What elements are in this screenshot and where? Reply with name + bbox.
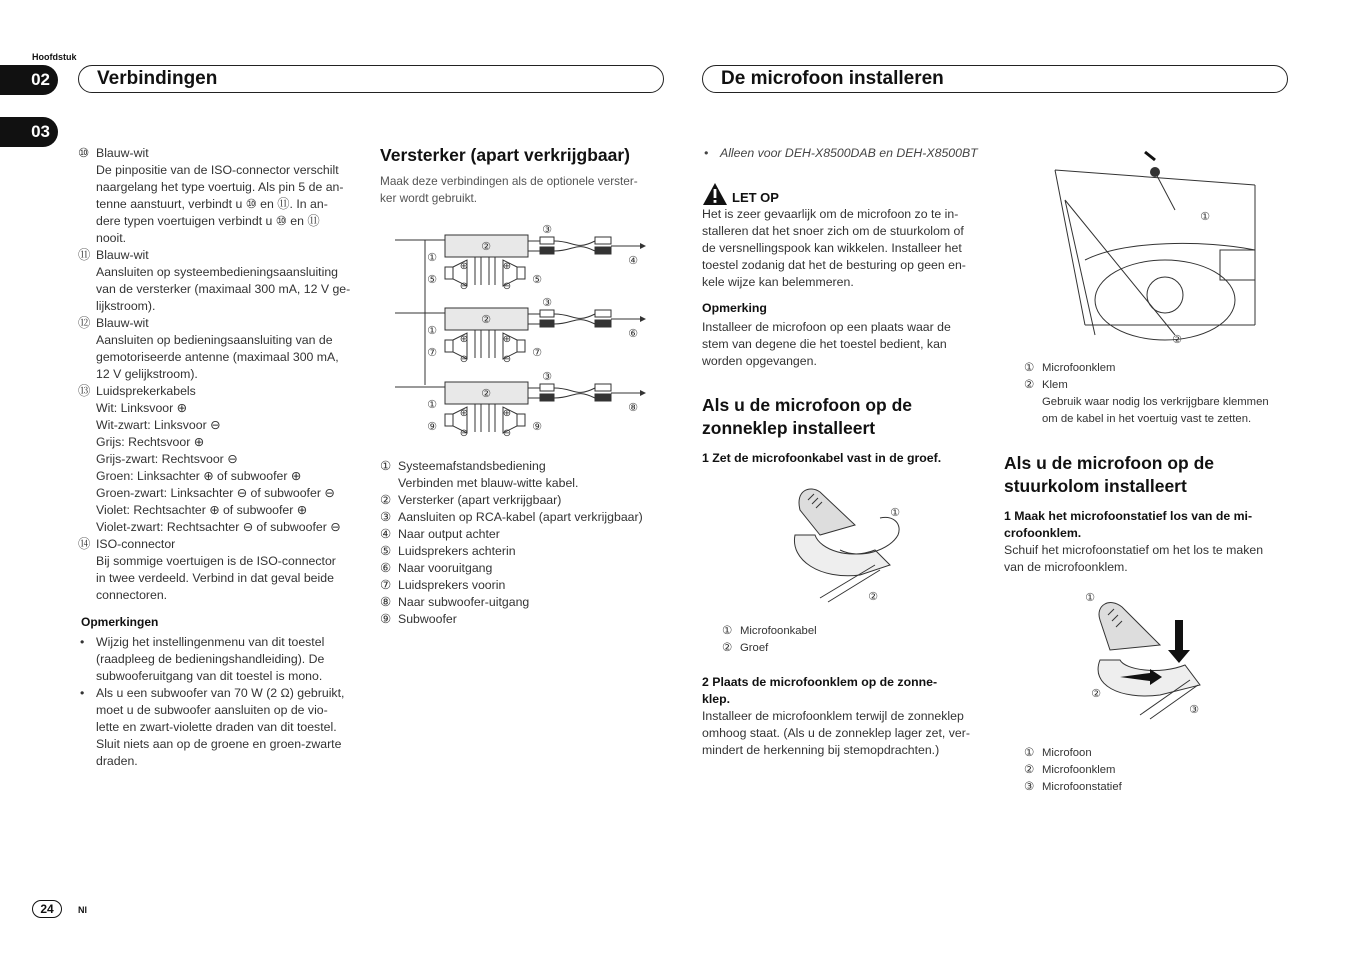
mic-cable-groove-figure: [780, 480, 910, 605]
amplifier-label: ②: [481, 387, 491, 400]
down-arrow: [1168, 620, 1190, 663]
amplifier-legend: [380, 458, 670, 628]
speaker-left-body: [445, 340, 453, 352]
legend-head: [380, 543, 670, 560]
sub-heading-line: Als u de microfoon op de: [702, 395, 913, 415]
text-line: van de versterker (maximaal 300 mA, 12 V ge-: [96, 282, 351, 296]
text-line: • Wijzig het instellingenmenu van dit toestel: [96, 635, 325, 649]
text-line: lette en zwart-violette draden van dit toestel.: [96, 720, 337, 734]
remote-label: ①: [427, 398, 437, 411]
rca-plug: [540, 247, 554, 254]
car-interior-figure: [1025, 140, 1265, 350]
minus-sign: ⊖: [459, 281, 469, 292]
amplifier-wiring-diagram: [395, 220, 655, 445]
legend-text: Microfoonstatief: [1042, 781, 1122, 793]
text-line: Groen: Linksachter ⊕ of subwoofer ⊕: [96, 469, 302, 483]
note-item: [78, 685, 368, 770]
language-code: Nl: [78, 905, 87, 915]
speaker-right-body: [517, 414, 525, 426]
rca-plug: [540, 320, 554, 327]
text-line: van de microfoonklem.: [1004, 560, 1128, 574]
chapter-tab-03[interactable]: 03: [0, 117, 58, 147]
legend-item: [380, 611, 670, 628]
legend-text: Microfoonklem: [1042, 764, 1116, 776]
rca-plug: [595, 320, 611, 327]
text-line: Wit: Linksvoor ⊕: [96, 401, 187, 415]
legend-item: [1024, 779, 1274, 796]
text-line: connectoren.: [96, 588, 168, 602]
speaker-wires: [475, 404, 495, 432]
legend-text: Groef: [740, 642, 769, 654]
rca-plug: [595, 237, 611, 244]
text-line: 12 V gelijkstroom).: [96, 367, 198, 381]
legend-text: Systeemafstandsbediening: [398, 459, 546, 473]
rca-wire: [528, 388, 540, 398]
legend-item: [1024, 745, 1274, 762]
text-line: naargelang het type voertuig. Als pin 5 de an-: [96, 180, 344, 194]
caution-title: LET OP: [732, 190, 779, 205]
legend-text: Naar subwoofer-uitgang: [398, 595, 530, 609]
remote-label: ①: [427, 324, 437, 337]
speaker-label: ⑦: [532, 346, 542, 359]
text-line: subwooferuitgang van dit toestel is mono.: [96, 669, 323, 683]
text-line: dere typen voertuigen verbindt u ⑩ en ⑪: [96, 214, 320, 228]
legend-head: [380, 594, 670, 611]
speaker-label: ⑤: [532, 273, 542, 286]
output-label: ④: [628, 254, 638, 267]
output-arrowhead: [640, 243, 646, 249]
wire-item-title: [78, 247, 368, 264]
speaker-wires: [475, 330, 495, 358]
rca-label: ③: [542, 296, 552, 309]
amplifier-intro: [380, 173, 670, 207]
text-line: Bij sommige voertuigen is de ISO-connector: [96, 554, 336, 568]
legend-number: ③: [1024, 781, 1035, 793]
plus-sign: ⊕: [459, 334, 469, 345]
label-one: ①: [1085, 591, 1095, 604]
amplifier-label: ②: [481, 313, 491, 326]
legend-item: [380, 492, 670, 509]
text-line: Aansluiten op systeembedieningsaansluiting: [96, 265, 338, 279]
speaker-wires: [475, 257, 495, 285]
clamp-legend: [1024, 360, 1294, 428]
microphone-body: [799, 489, 855, 535]
item-title: Blauw-wit: [96, 316, 149, 330]
wire-item: [78, 315, 368, 383]
legend-text: Subwoofer: [398, 612, 457, 626]
text-line: De pinpositie van de ISO-connector verschilt: [96, 163, 339, 177]
legend-head: [380, 560, 670, 577]
chapter-tab-02[interactable]: 02: [0, 65, 58, 95]
wire-item: [78, 145, 368, 247]
wire-item-body: [78, 162, 368, 247]
text-line: moet u de subwoofer aansluiten op de vio-: [96, 703, 328, 717]
item-title: Blauw-wit: [96, 248, 149, 262]
rca-plug: [595, 394, 611, 401]
column-2: [380, 144, 670, 207]
item-number: ⑩: [78, 146, 90, 160]
steering-wheel: [1095, 260, 1235, 340]
text-line: 1 Maak het microfoonstatief los van de mi-: [1004, 509, 1253, 523]
label-one: ①: [890, 506, 900, 519]
text-line: klep.: [702, 692, 731, 706]
mic-arrow: [1145, 152, 1155, 160]
remote-label: ①: [427, 251, 437, 264]
item-title: Luidsprekerkabels: [96, 384, 196, 398]
text-line: Installeer de microfoonklem terwijl de zonneklep: [702, 709, 964, 723]
section-title-right: De microfoon installeren: [702, 65, 1288, 93]
rca-plug: [595, 384, 611, 391]
legend-number: ②: [722, 642, 733, 654]
wire-item-body: [78, 400, 368, 536]
speaker-label: ⑨: [427, 420, 437, 433]
label-two: ②: [1172, 333, 1182, 346]
text-line: (raadpleeg de bedieningshandleiding). De: [96, 652, 325, 666]
speaker-right-body: [517, 267, 525, 279]
notes-list: [78, 634, 368, 770]
text-line: in twee verdeeld. Verbind in dat geval beide: [96, 571, 334, 585]
sun-visor-step-1: 1 Zet de microfoonkabel vast in de groef.: [702, 451, 942, 465]
text-line: 2 Plaats de microfoonklem op de zonne-: [702, 675, 938, 689]
section-title-left: Verbindingen: [78, 65, 664, 93]
text-line: Sluit niets aan op de groene en groen-zwarte: [96, 737, 342, 751]
speaker-left-body: [445, 267, 453, 279]
speaker-left-body: [445, 414, 453, 426]
text-line: Verbinden met blauw-witte kabel.: [398, 476, 579, 490]
text-line: om de kabel in het voertuig vast te zetten.: [1042, 413, 1252, 425]
text-line: Violet-zwart: Rechtsachter ⊖ of subwoofer ⊖: [96, 520, 341, 534]
legend-text: Naar output achter: [398, 527, 500, 541]
legend-number: ⑧: [380, 595, 392, 609]
rca-plug: [540, 394, 554, 401]
sub-heading-line: stuurkolom installeert: [1004, 476, 1187, 496]
wire-item-body: [78, 264, 368, 315]
legend-body: [380, 475, 670, 492]
text-line: de versnellingspook kan wikkelen. Installeer het: [702, 241, 962, 255]
minus-sign: ⊖: [502, 281, 512, 292]
speaker-label: ⑦: [427, 346, 437, 359]
legend-number: ⑦: [380, 578, 392, 592]
plus-sign: ⊕: [502, 334, 512, 345]
item-number: ⑭: [78, 537, 91, 551]
wire-item: [78, 536, 368, 604]
legend-number: ⑥: [380, 561, 392, 575]
rca-plug: [540, 310, 554, 317]
legend-item: [380, 509, 670, 526]
text-line: crofoonklem.: [1004, 526, 1082, 540]
rca-label: ③: [542, 370, 552, 383]
legend-number: ①: [722, 625, 733, 637]
legend-head: [380, 509, 670, 526]
item-number: ⑪: [78, 248, 91, 262]
legend-text: Klem: [1042, 379, 1068, 391]
rca-cable: [554, 314, 595, 324]
plus-sign: ⊕: [502, 261, 512, 272]
text-line: stalleren dat het snoer zich om de stuurkolom of: [702, 224, 964, 238]
text-line: kele wijze kan belemmeren.: [702, 275, 854, 289]
page-number: 24: [32, 900, 62, 918]
legend-item: [380, 594, 670, 611]
text-line: Maak deze verbindingen als de optionele verster-: [380, 174, 638, 188]
speaker-right-body: [517, 340, 525, 352]
text-line: Violet: Rechtsachter ⊕ of subwoofer ⊕: [96, 503, 308, 517]
text-line: Wit-zwart: Linksvoor ⊖: [96, 418, 221, 432]
rca-label: ③: [542, 223, 552, 236]
legend-text: Aansluiten op RCA-kabel (apart verkrijgbaar): [398, 510, 643, 524]
minus-sign: ⊖: [502, 354, 512, 365]
caution-text: [702, 206, 988, 291]
rca-wire: [528, 241, 540, 251]
output-label: ⑧: [628, 401, 638, 414]
legend-text: Microfoon: [1042, 747, 1092, 759]
legend-text: Luidsprekers voorin: [398, 578, 506, 592]
speaker-label: ⑤: [427, 273, 437, 286]
legend-item: [1024, 377, 1294, 394]
legend-item: [1024, 762, 1274, 779]
visor-clip: [794, 535, 890, 576]
column-3: [702, 145, 988, 467]
legend-text: Microfoonkabel: [740, 625, 817, 637]
item-title: ISO-connector: [96, 537, 176, 551]
legend-item: [380, 543, 670, 560]
mic-stand-legend: [1024, 745, 1274, 796]
legend-number: ②: [380, 493, 392, 507]
dashboard-line: [1085, 243, 1255, 260]
legend-number: ⑨: [380, 612, 392, 626]
plus-sign: ⊕: [459, 408, 469, 419]
amplifier-heading: Versterker (apart verkrijgbaar): [380, 145, 630, 165]
legend-item: [380, 560, 670, 577]
label-two: ②: [1091, 687, 1101, 700]
text-line: Groen-zwart: Linksachter ⊖ of subwoofer ⊖: [96, 486, 335, 500]
legend-note: [1024, 394, 1294, 428]
output-arrowhead: [640, 390, 646, 396]
text-line: draden.: [96, 754, 138, 768]
sub-heading-line: Als u de microfoon op de: [1004, 453, 1215, 473]
text-line: lijkstroom).: [96, 299, 156, 313]
legend-text: Luidsprekers achterin: [398, 544, 516, 558]
text-line: Het is zeer gevaarlijk om de microfoon zo te in-: [702, 207, 959, 221]
legend-number: ⑤: [380, 544, 392, 558]
rca-plug: [540, 237, 554, 244]
amplifier-label: ②: [481, 240, 491, 253]
legend-item: [722, 623, 972, 640]
plus-sign: ⊕: [502, 408, 512, 419]
text-line: toestel zodanig dat het de besturing op geen en-: [702, 258, 966, 272]
legend-number: ②: [1024, 379, 1035, 391]
label-two: ②: [868, 590, 878, 603]
wire-item-body: [78, 332, 368, 383]
legend-head: [380, 458, 670, 475]
text-line: Installeer de microfoon op een plaats waar de: [702, 320, 951, 334]
text-line: Grijs-zwart: Rechtsvoor ⊖: [96, 452, 238, 466]
wire-item: [78, 247, 368, 315]
legend-text: Microfoonklem: [1042, 362, 1116, 374]
legend-head: [380, 526, 670, 543]
sun-visor-step-2: [702, 674, 988, 759]
sun-visor-heading: [702, 394, 988, 440]
cable-route: [1065, 172, 1175, 335]
model-note: • Alleen voor DEH-X8500DAB en DEH-X8500BT: [702, 145, 988, 162]
text-line: • Als u een subwoofer van 70 W (2 Ω) gebruikt,: [96, 686, 345, 700]
column-1: [78, 145, 368, 770]
text-line: gemotoriseerde antenne (maximaal 300 mA,: [96, 350, 339, 364]
rca-plug: [540, 384, 554, 391]
legend-head: [380, 492, 670, 509]
chapter-label: Hoofdstuk: [32, 52, 77, 62]
legend-text: Naar vooruitgang: [398, 561, 493, 575]
legend-number: ①: [1024, 747, 1035, 759]
text-line: stem van degene die het toestel bedient, kan: [702, 337, 947, 351]
text-line: worden opgevangen.: [702, 354, 817, 368]
column-4-steering: [1004, 452, 1294, 576]
legend-item: [380, 526, 670, 543]
wire-item-body: [78, 553, 368, 604]
note-heading: Opmerking: [702, 301, 767, 315]
text-line: mindert de herkenning bij stemopdrachten.): [702, 743, 940, 757]
microphone-body: [1099, 603, 1160, 650]
minus-sign: ⊖: [502, 428, 512, 439]
windshield-frame: [1055, 170, 1255, 325]
legend-item: [380, 577, 670, 594]
legend-number: ④: [380, 527, 392, 541]
output-label: ⑥: [628, 327, 638, 340]
legend-item: [722, 640, 972, 657]
wire-item-title: [78, 383, 368, 400]
legend-item: [1024, 360, 1294, 377]
legend-head: [380, 577, 670, 594]
note-item: [78, 634, 368, 685]
head-unit: [1220, 250, 1255, 280]
text-line: ker wordt gebruikt.: [380, 191, 478, 205]
legend-text: Versterker (apart verkrijgbaar): [398, 493, 562, 507]
rca-plug: [595, 247, 611, 254]
notes-heading: Opmerkingen: [81, 615, 159, 629]
wire-item: [78, 383, 368, 536]
text-line: Aansluiten op bedieningsaansluiting van de: [96, 333, 333, 347]
legend-number: ①: [380, 459, 392, 473]
rca-plug: [595, 310, 611, 317]
legend-number: ③: [380, 510, 392, 524]
rca-wire: [528, 314, 540, 324]
warning-icon: [702, 182, 728, 206]
sub-heading-line: zonneklep installeert: [702, 418, 876, 438]
label-three: ③: [1189, 703, 1199, 716]
text-line: omhoog staat. (Als u de zonneklep lager zet, ver-: [702, 726, 970, 740]
note-text: [702, 319, 988, 370]
text-line: Schuif het microfoonstatief om het los te maken: [1004, 543, 1264, 557]
legend-number: ①: [1024, 362, 1035, 374]
item-number: ⑫: [78, 316, 91, 330]
rca-cable: [554, 388, 595, 398]
minus-sign: ⊖: [459, 428, 469, 439]
text-line: Gebruik waar nodig los verkrijgbare klemmen: [1042, 396, 1269, 408]
wire-item-title: [78, 536, 368, 553]
item-title: Blauw-wit: [96, 146, 149, 160]
output-arrowhead: [640, 316, 646, 322]
rca-cable: [554, 241, 595, 251]
text-line: Grijs: Rechtsvoor ⊕: [96, 435, 205, 449]
label-one: ①: [1200, 210, 1210, 223]
plus-sign: ⊕: [459, 261, 469, 272]
text-line: tenne aanstuurt, verbindt u ⑩ en ⑪. In an-: [96, 197, 328, 211]
minus-sign: ⊖: [459, 354, 469, 365]
legend-number: ②: [1024, 764, 1035, 776]
speaker-label: ⑨: [532, 420, 542, 433]
wire-item-title: [78, 315, 368, 332]
wire-item-title: [78, 145, 368, 162]
legend-item: [380, 458, 670, 492]
mic-cable-legend: [722, 623, 972, 657]
mic-stand-figure: [1080, 585, 1210, 725]
text-line: nooit.: [96, 231, 127, 245]
item-number: ⑬: [78, 384, 91, 398]
legend-head: [380, 611, 670, 628]
